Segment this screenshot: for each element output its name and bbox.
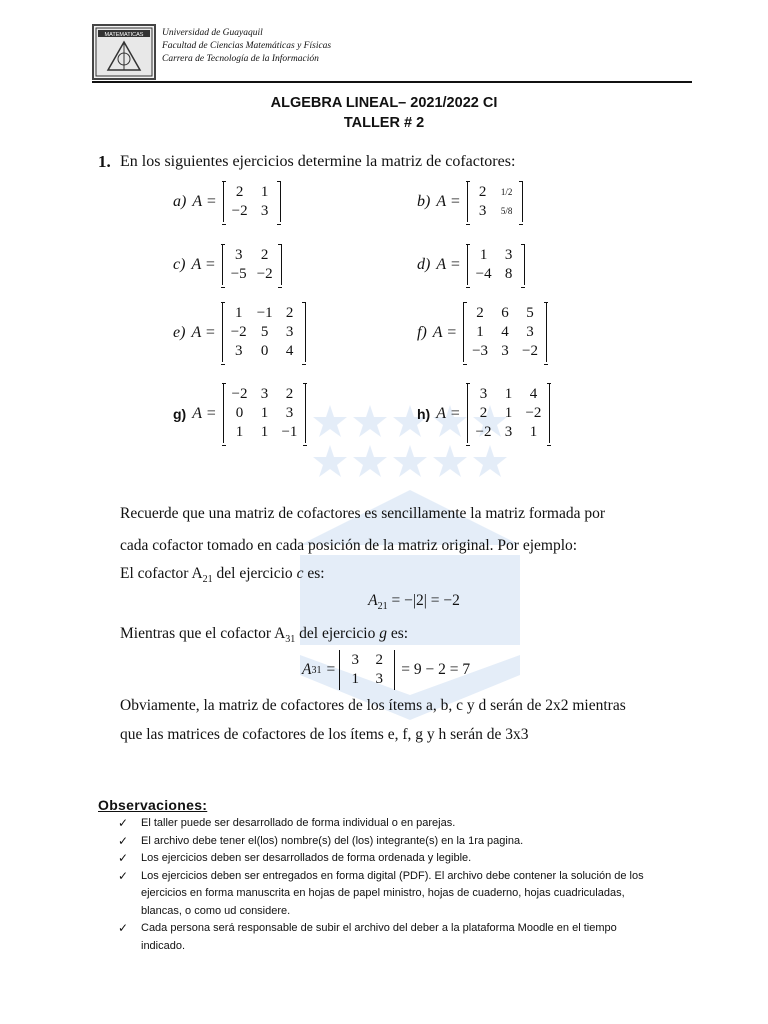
matrix-cell: −2 [256, 266, 273, 282]
matrix-cell: 1 [529, 424, 538, 440]
matrix-cell: 2 [235, 184, 244, 200]
matrix-cell: 2 [479, 405, 488, 421]
matrix-g [223, 384, 307, 443]
matrix-f [463, 303, 547, 362]
matrix-cell: −1 [256, 305, 273, 321]
exercise-label: e) [173, 323, 186, 341]
equation-rhs: = 9 − 2 = 7 [401, 661, 471, 678]
page-title: ALGEBRA LINEAL– 2021/2022 CI [270, 95, 498, 111]
checkmark-icon: ✓ [118, 816, 129, 830]
text-run: es: [303, 565, 325, 582]
list-item [118, 868, 663, 921]
variable: g [379, 625, 387, 642]
variable: c [296, 565, 304, 582]
matrix-cell: 3 [260, 203, 269, 219]
matrix-cell: 2 [285, 386, 294, 402]
matrix-cell: 3 [234, 247, 243, 263]
matrix-cell: 1 [260, 184, 269, 200]
body-paragraph: Recuerde que una matriz de cofactores es sencillamente la matriz formada por [120, 505, 606, 522]
exercise-a [173, 182, 281, 222]
body-paragraph: cada cofactor tomado en cada posición de la matriz original. Por ejemplo: [120, 537, 578, 554]
exercise-lhs: A = [191, 256, 216, 273]
text-run: del ejercicio [295, 625, 380, 642]
exercise-label: g) [173, 405, 187, 422]
matrix-cell: −2 [230, 324, 247, 340]
exercise-e [173, 303, 306, 362]
list-item-text: El taller puede ser desarrollado de forma individual o en parejas. [141, 817, 456, 829]
exercise-lhs: A = [436, 193, 461, 210]
matrix-cell: −2 [231, 386, 248, 402]
matrix-cell: −2 [475, 424, 492, 440]
equation-rhs: = −|2| = −2 [391, 592, 460, 609]
checkmark-icon: ✓ [118, 833, 129, 848]
matrix-cell: 5/8 [500, 206, 513, 216]
matrix-cell: 6 [501, 305, 509, 321]
exercise-c [173, 245, 282, 285]
matrix-b [467, 182, 523, 222]
exercise-b [417, 182, 523, 222]
exercise-lhs: A = [436, 404, 461, 422]
matrix-cell: 1 [479, 247, 488, 263]
observations-title: Observaciones: [98, 797, 208, 813]
list-item-text: Los ejercicios deben ser entregados en forma digital (PDF). El archivo debe contener la solución de los ejercicios en forma manuscrita en hojas de papel ministro, hojas de cuaderno, hojas cuadriculadas, blancas, o como ud considere. [141, 869, 644, 917]
matrix-cell: 3 [501, 343, 509, 359]
list-item-text: El archivo debe tener el(los) nombre(s) del (los) integrante(s) en la 1ra pagina. [141, 834, 524, 847]
faculty-name: Facultad de Ciencias Matemáticas y Físicas [162, 41, 332, 51]
equation-lhs: A [302, 661, 312, 678]
matrix-cell: 3 [504, 424, 513, 440]
matrix-cell: −2 [231, 203, 248, 219]
matrix-cell: 5 [526, 305, 534, 321]
exercise-label: d) [417, 256, 431, 273]
matrix-cell: 3 [260, 386, 269, 402]
matrix-cell: 3 [375, 671, 383, 687]
matrix-cell: 2 [375, 652, 383, 668]
matrix-cell: −2 [525, 405, 542, 421]
exercise-label: h) [417, 405, 431, 422]
matrix-cell: 4 [501, 324, 509, 340]
matrix-c [222, 245, 282, 285]
matrix-cell: 3 [285, 405, 294, 421]
text-run: es: [386, 625, 409, 642]
equation-a21 [0, 592, 768, 612]
exercise-d [417, 245, 525, 285]
exercise-label: f) [417, 323, 427, 341]
matrix-cell: 3 [351, 652, 359, 668]
matrix-cell: −2 [522, 343, 538, 359]
matrix-cell: 8 [504, 266, 513, 282]
matrix-cell: 1/2 [500, 187, 513, 197]
page-subtitle: TALLER # 2 [343, 115, 425, 131]
equation-a31 [302, 650, 470, 690]
matrix-cell: 4 [285, 343, 294, 359]
exercise-lhs: A = [191, 323, 216, 341]
matrix-cell: −3 [472, 343, 489, 359]
observations-list [118, 815, 663, 955]
matrix-d [467, 245, 525, 285]
body-paragraph [120, 565, 680, 585]
text-run: del ejercicio [212, 565, 297, 582]
equals-sign: = [326, 661, 336, 678]
matrix-cell: 3 [526, 324, 534, 340]
exercise-lhs: A = [192, 193, 217, 210]
institution-header [162, 27, 331, 66]
question-text: En los siguientes ejercicios determine la matriz de cofactores: [120, 153, 516, 170]
exercise-h [417, 384, 550, 443]
matrix-e [222, 303, 306, 362]
matrix-cell: 5 [260, 324, 269, 340]
subscript: 21 [202, 574, 213, 586]
exercise-lhs: A = [436, 256, 461, 273]
matrix-cell: 1 [504, 386, 513, 402]
body-paragraph [120, 625, 680, 645]
matrix-cell: −4 [475, 266, 492, 282]
matrix-cell: 0 [235, 405, 244, 421]
matrix-cell: 1 [476, 324, 484, 340]
determinant [339, 650, 395, 690]
body-paragraph: que las matrices de cofactores de los ítems e, f, g y h serán de 3x3 [120, 726, 529, 743]
matrix-cell: 2 [476, 305, 484, 321]
header-divider [92, 81, 692, 83]
question-number: 1. [98, 152, 111, 171]
matrix-cell: 2 [260, 247, 269, 263]
text-run: Mientras que el cofactor A [120, 625, 286, 642]
subscript: 31 [311, 664, 322, 676]
matrix-cell: 1 [260, 405, 269, 421]
matrix-a [223, 182, 281, 222]
list-item [118, 920, 663, 955]
matrix-cell: 1 [235, 424, 244, 440]
exercise-g [173, 384, 306, 443]
exercise-lhs: A = [432, 323, 458, 341]
list-item-text: Cada persona será responsable de subir el archivo del deber a la plataforma Moodle en el tiempo indicado. [141, 922, 617, 952]
matrix-cell: 2 [478, 184, 487, 200]
checkmark-icon: ✓ [118, 921, 129, 935]
list-item [118, 850, 663, 868]
logo-text: MATEMATICAS [104, 32, 144, 38]
matrix-cell: 1 [234, 305, 243, 321]
list-item-text: Los ejercicios deben ser desarrollados de forma ordenada y legible. [141, 852, 472, 864]
matrix-cell: 4 [529, 386, 538, 402]
checkmark-icon: ✓ [118, 851, 129, 865]
subscript: 31 [285, 634, 296, 646]
exercise-lhs: A = [192, 404, 217, 422]
career-name: Carrera de Tecnología de la Información [162, 54, 319, 64]
matrix-cell: −5 [230, 266, 247, 282]
matrix-cell: 3 [504, 247, 513, 263]
matrix-cell: 3 [234, 343, 243, 359]
matrix-cell: 3 [285, 324, 294, 340]
exercise-label: c) [173, 256, 186, 273]
matrix-cell: 2 [285, 305, 294, 321]
exercise-f [417, 303, 547, 362]
matrix-h [467, 384, 551, 443]
university-name: Universidad de Guayaquil [162, 28, 263, 38]
list-item [118, 815, 663, 833]
subscript: 21 [377, 601, 388, 613]
body-paragraph: Obviamente, la matriz de cofactores de los ítems a, b, c y d serán de 2x2 mientras [120, 697, 626, 714]
list-item [118, 833, 663, 851]
faculty-seal-icon [92, 24, 156, 80]
exercise-label: b) [417, 193, 431, 210]
matrix-cell: −1 [281, 424, 298, 440]
exercise-label: a) [173, 193, 187, 210]
text-run: El cofactor A [120, 565, 203, 582]
matrix-cell: 1 [260, 424, 269, 440]
matrix-cell: 3 [478, 203, 487, 219]
matrix-cell: 1 [504, 405, 513, 421]
checkmark-icon: ✓ [118, 868, 129, 883]
matrix-cell: 1 [351, 671, 359, 687]
matrix-cell: 0 [260, 343, 269, 359]
equation-lhs: A [368, 592, 378, 609]
matrix-cell: 3 [479, 386, 488, 402]
